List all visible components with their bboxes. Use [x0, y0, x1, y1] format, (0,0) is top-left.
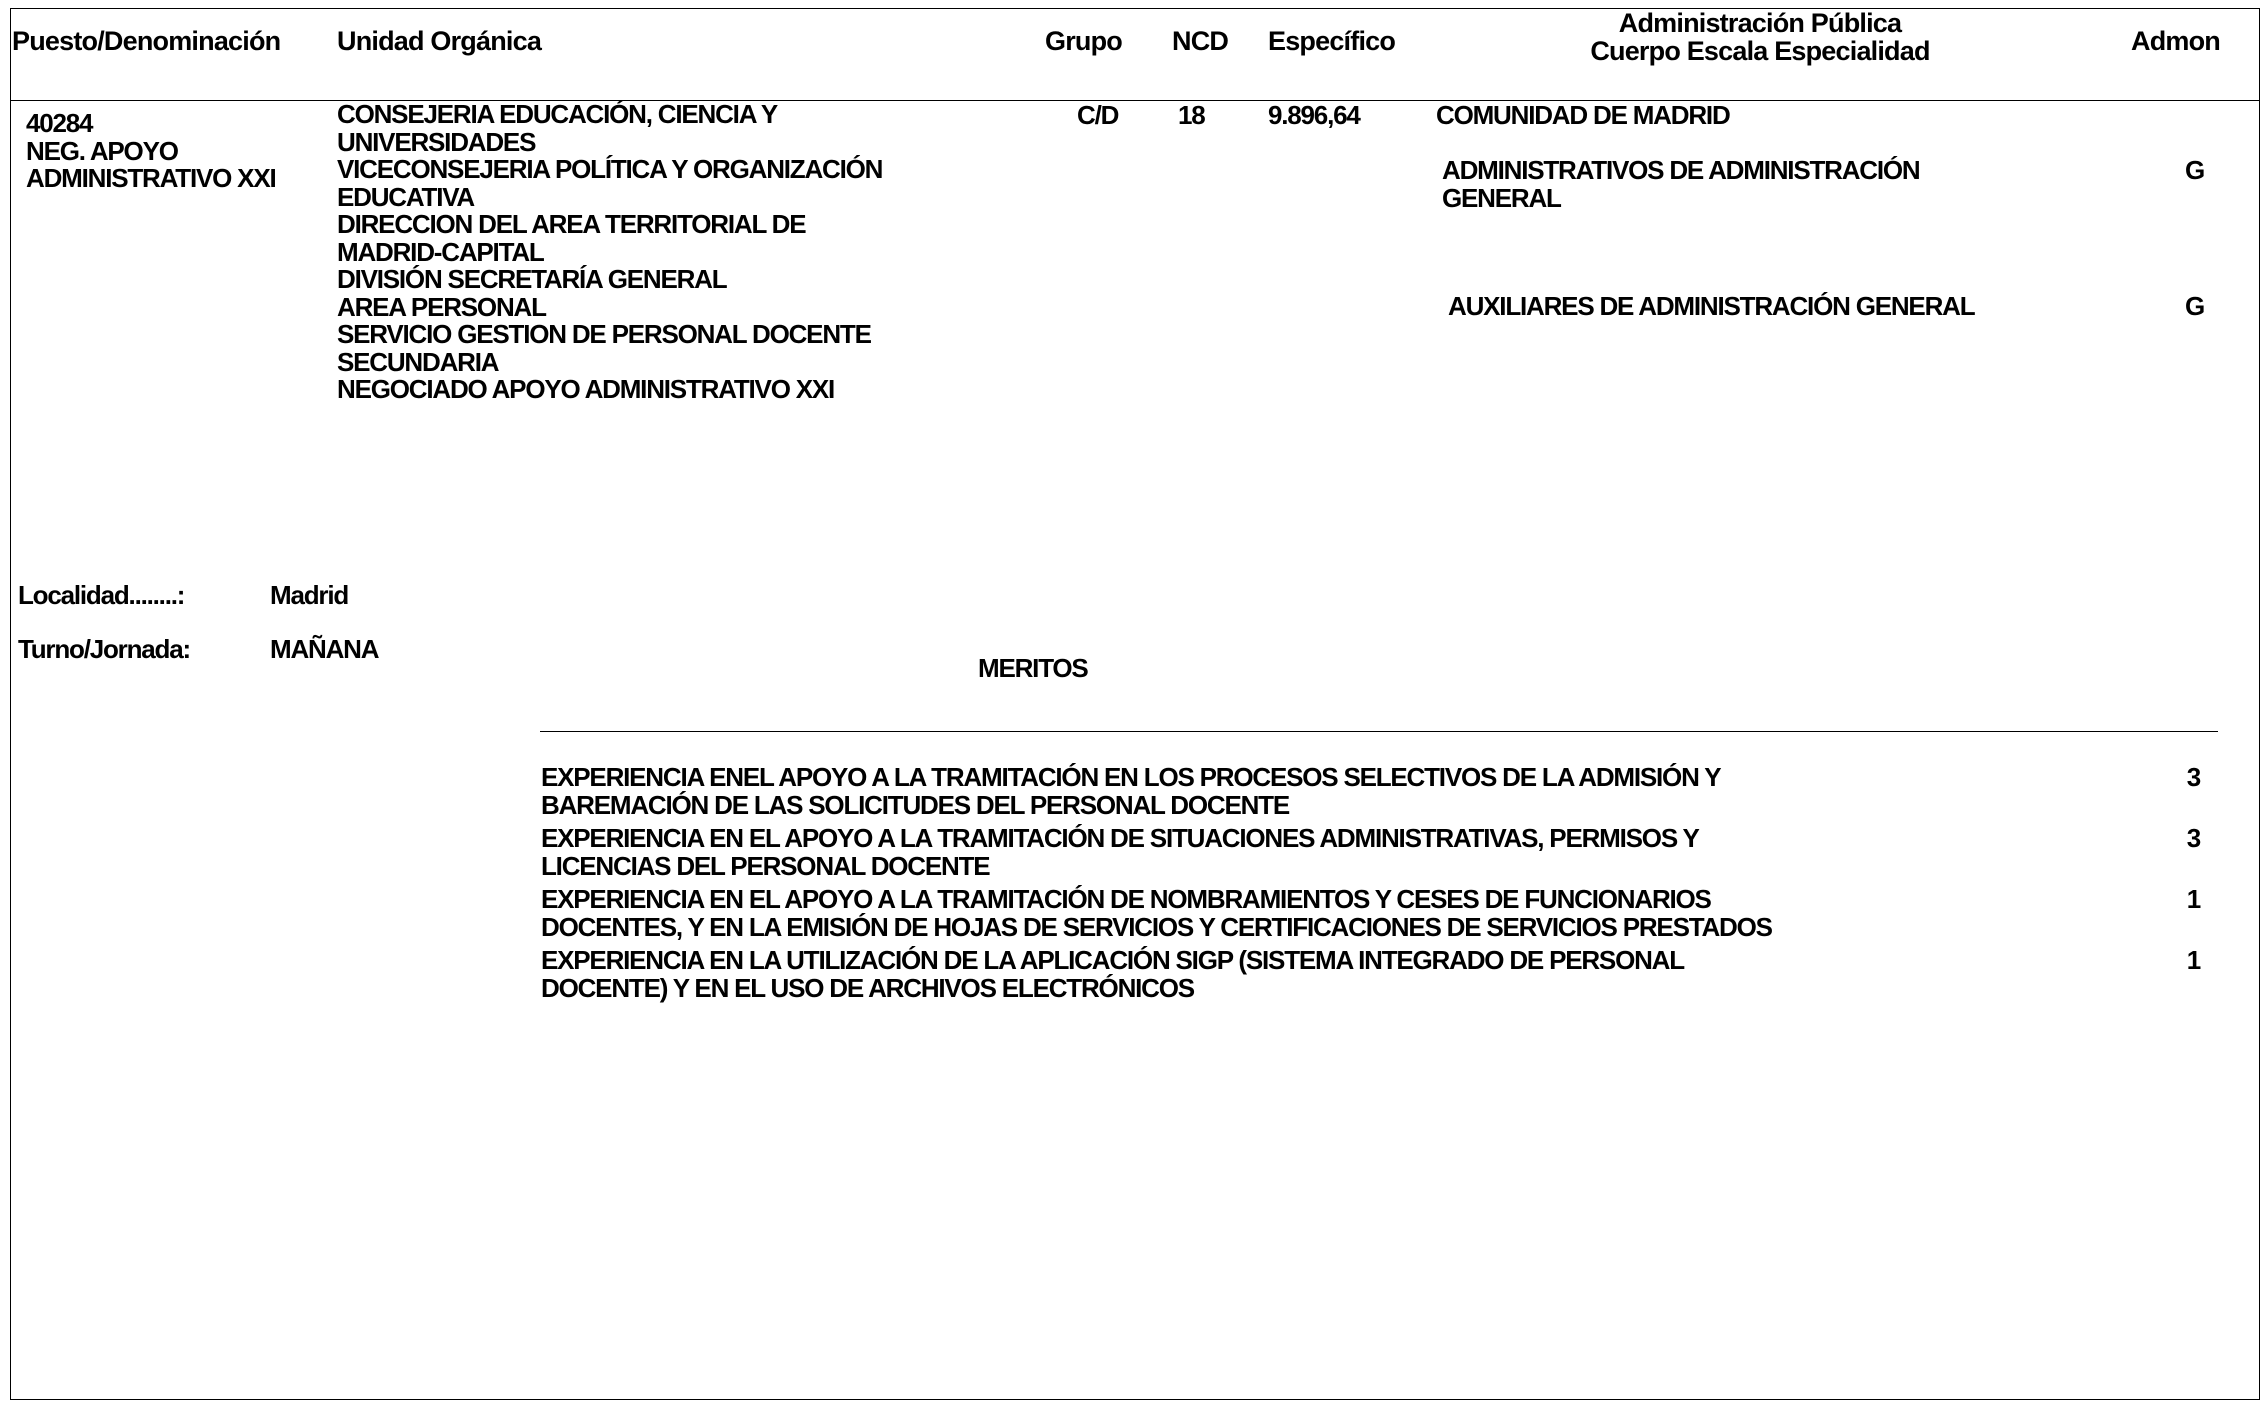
unidad-line: SECUNDARIA	[337, 346, 499, 377]
merito-points: 1	[2186, 945, 2200, 975]
merito-item	[541, 825, 1699, 880]
merito-item	[541, 947, 1684, 1002]
ncd-value: 18	[1178, 100, 1205, 130]
puesto-name-line: ADMINISTRATIVO XXI	[26, 163, 276, 193]
merito-line: DOCENTES, Y EN LA EMISIÓN DE HOJAS DE SERVICIOS Y CERTIFICACIONES DE SERVICIOS PRESTADOS	[541, 911, 1772, 942]
header-puesto: Puesto/Denominación	[12, 26, 281, 56]
header-admin-publica-l2: Cuerpo Escala Especialidad	[1590, 36, 1930, 66]
merito-line: EXPERIENCIA EN LA UTILIZACIÓN DE LA APLICACIÓN SIGP (SISTEMA INTEGRADO DE PERSONAL	[541, 945, 1684, 975]
cuerpo-2-admon: G	[2185, 291, 2205, 321]
merito-line: EXPERIENCIA ENEL APOYO A LA TRAMITACIÓN EN LOS PROCESOS SELECTIVOS DE LA ADMISIÓN Y	[541, 762, 1721, 792]
localidad-label: Localidad........:	[18, 580, 185, 610]
unidad-line: AREA PERSONAL	[337, 291, 546, 322]
puesto-name-line: NEG. APOYO	[26, 135, 178, 166]
cuerpo-1	[1442, 157, 1920, 212]
especifico-value: 9.896,64	[1268, 100, 1360, 130]
cuerpo-1-admon: G	[2185, 155, 2205, 185]
merito-line: BAREMACIÓN DE LAS SOLICITUDES DEL PERSONAL DOCENTE	[541, 789, 1289, 820]
unidad-organica	[337, 101, 882, 404]
meritos-divider	[540, 731, 2218, 732]
unidad-line: DIVISIÓN SECRETARÍA GENERAL	[337, 264, 727, 294]
merito-points: 3	[2186, 823, 2200, 853]
localidad-value: Madrid	[270, 580, 349, 610]
merito-item	[541, 764, 1720, 819]
header-especifico: Específico	[1268, 26, 1396, 56]
merito-points: 3	[2186, 762, 2200, 792]
cuerpo-line: ADMINISTRATIVOS DE ADMINISTRACIÓN	[1442, 155, 1920, 185]
unidad-line: DIRECCION DEL AREA TERRITORIAL DE	[337, 209, 806, 239]
grupo-value: C/D	[1077, 100, 1119, 130]
merito-line: EXPERIENCIA EN EL APOYO A LA TRAMITACIÓN DE SITUACIONES ADMINISTRATIVAS, PERMISOS Y	[541, 823, 1699, 853]
meritos-title: MERITOS	[978, 653, 1088, 683]
turno-label: Turno/Jornada:	[18, 634, 190, 664]
unidad-line: MADRID-CAPITAL	[337, 236, 544, 267]
cuerpo-line: AUXILIARES DE ADMINISTRACIÓN GENERAL	[1448, 291, 1975, 321]
merito-line: DOCENTE) Y EN EL USO DE ARCHIVOS ELECTRÓNICOS	[541, 972, 1194, 1003]
header-unidad: Unidad Orgánica	[337, 26, 542, 56]
merito-line: LICENCIAS DEL PERSONAL DOCENTE	[541, 850, 990, 881]
turno-value: MAÑANA	[270, 634, 379, 664]
unidad-line: CONSEJERIA EDUCACIÓN, CIENCIA Y	[337, 99, 778, 129]
header-admon: Admon	[2131, 26, 2220, 56]
header-grupo: Grupo	[1045, 26, 1122, 56]
header-ncd: NCD	[1172, 26, 1229, 56]
cuerpo-2	[1448, 293, 1974, 321]
cuerpo-line: GENERAL	[1442, 182, 1561, 213]
merito-points: 1	[2186, 884, 2200, 914]
puesto-code: 40284	[26, 108, 93, 138]
unidad-line: VICECONSEJERIA POLÍTICA Y ORGANIZACIÓN	[337, 154, 883, 184]
unidad-line: UNIVERSIDADES	[337, 126, 536, 157]
unidad-line: SERVICIO GESTION DE PERSONAL DOCENTE	[337, 319, 871, 349]
merito-item	[541, 886, 1772, 941]
merito-line: EXPERIENCIA EN EL APOYO A LA TRAMITACIÓN DE NOMBRAMIENTOS Y CESES DE FUNCIONARIOS	[541, 884, 1711, 914]
administracion-value: COMUNIDAD DE MADRID	[1436, 100, 1730, 130]
unidad-line: NEGOCIADO APOYO ADMINISTRATIVO XXI	[337, 374, 835, 404]
header-admin-publica-l1: Administración Pública	[1618, 8, 1902, 38]
unidad-line: EDUCATIVA	[337, 181, 475, 212]
puesto-denominacion	[26, 110, 275, 193]
